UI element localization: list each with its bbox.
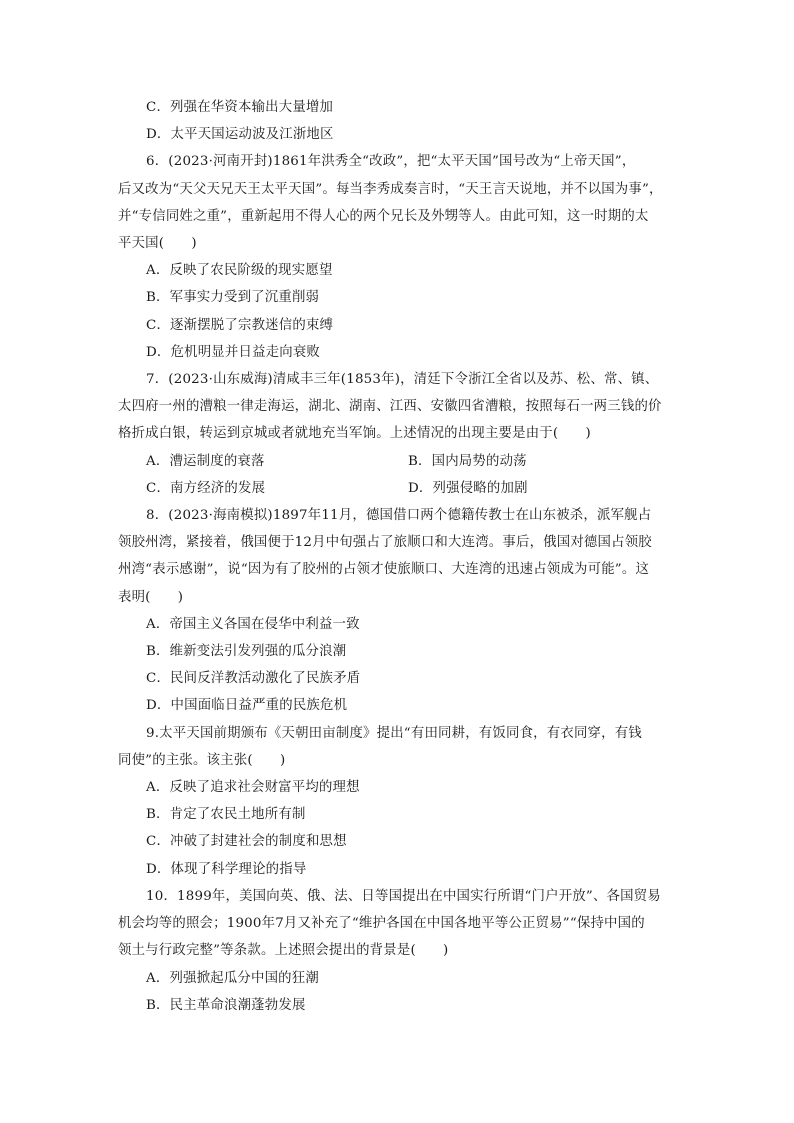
answer-option: D．体现了科学理论的指导 xyxy=(146,861,307,877)
option-pair-row xyxy=(118,475,680,502)
answer-option: D．危机明显并日益走向衰败 xyxy=(146,344,321,360)
question-stem-line: 同使”的主张。该主张( ) xyxy=(118,752,286,768)
question-stem-line: 并“专信同姓之重”，重新起用不得人心的两个兄长及外甥等人。由此可知，这一时期的太 xyxy=(118,208,649,224)
answer-option: C．列强在华资本输出大量增加 xyxy=(146,100,334,115)
answer-option: A．列强掀起瓜分中国的狂潮 xyxy=(146,970,319,986)
question-content xyxy=(118,94,680,1019)
answer-option: A．漕运制度的衰落 xyxy=(146,453,265,469)
answer-option: A．反映了农民阶级的现实愿望 xyxy=(146,263,333,279)
question-stem-line: 格折成白银，转运到京城或者就地充当军饷。上述情况的出现主要是由于( ) xyxy=(118,426,591,442)
question-stem-start: 7．(2023·山东威海)清咸丰三年(1853年)，清廷下令浙江全省以及苏、松、常、镇、 xyxy=(146,372,659,388)
answer-option: B．民主革命浪潮蓬勃发展 xyxy=(146,997,306,1013)
question-stem-line: 平天国( ) xyxy=(118,236,197,252)
answer-option: A．帝国主义各国在侵华中利益一致 xyxy=(146,616,360,632)
question-stem-line: 机会均等的照会；1900年7月又补充了“维护各国在中国各地平等公正贸易”“保持中国的 xyxy=(118,916,645,932)
answer-option: C．民间反洋教活动激化了民族矛盾 xyxy=(146,671,361,687)
answer-option: B．军事实力受到了沉重削弱 xyxy=(146,290,320,306)
question-stem-start: 9.太平天国前期颁布《天朝田亩制度》提出“有田同耕，有饭同食，有衣同穿，有钱 xyxy=(146,725,642,741)
answer-option: D．太平天国运动波及江浙地区 xyxy=(146,127,334,143)
answer-option: A．反映了追求社会财富平均的理想 xyxy=(146,780,360,796)
question-stem-line: 太四府一州的漕粮一律走海运，湖北、湖南、江西、安徽四省漕粮，按照每石一两三钱的价 xyxy=(118,399,662,415)
answer-option: C．冲破了封建社会的制度和思想 xyxy=(146,834,347,850)
answer-option: B．肯定了农民土地所有制 xyxy=(146,807,306,823)
question-stem-start: 10．1899年，美国向英、俄、法、日等国提出在中国实行所谓“门户开放”、各国贸易 xyxy=(146,888,661,904)
question-stem-line: 领胶州湾，紧接着，俄国便于12月中旬强占了旅顺口和大连湾。事后，俄国对德国占领胶 xyxy=(118,535,652,551)
question-stem-line: 表明( ) xyxy=(118,589,184,605)
answer-option: D．中国面临日益严重的民族危机 xyxy=(146,698,348,714)
option-pair-row xyxy=(118,448,680,475)
question-stem-start: 6．(2023·河南开封)1861年洪秀全“改政”，把“太平天国”国号改为“上帝天国”， xyxy=(146,154,636,170)
question-stem-line: 州湾“表示感谢”，说“因为有了胶州的占领才使旅顺口、大连湾的迅速占领成为可能”。这 xyxy=(118,562,650,578)
question-stem-line: 后又改为“天父天兄天王太平天国”。每当李秀成奏言时，“天王言天说地，并不以国为事”， xyxy=(118,181,663,197)
answer-option: B．维新变法引发列强的瓜分浪潮 xyxy=(146,644,347,660)
question-stem-start: 8．(2023·海南模拟)1897年11月，德国借口两个德籍传教士在山东被杀，派军舰占 xyxy=(146,508,652,524)
answer-option: C．南方经济的发展 xyxy=(146,480,266,496)
question-stem-line: 领土与行政完整”等条款。上述照会提出的背景是( ) xyxy=(118,943,449,959)
answer-option: C．逐渐摆脱了宗教迷信的束缚 xyxy=(146,317,334,333)
answer-option: D．列强侵略的加剧 xyxy=(408,480,528,496)
answer-option: B．国内局势的动荡 xyxy=(408,453,527,469)
